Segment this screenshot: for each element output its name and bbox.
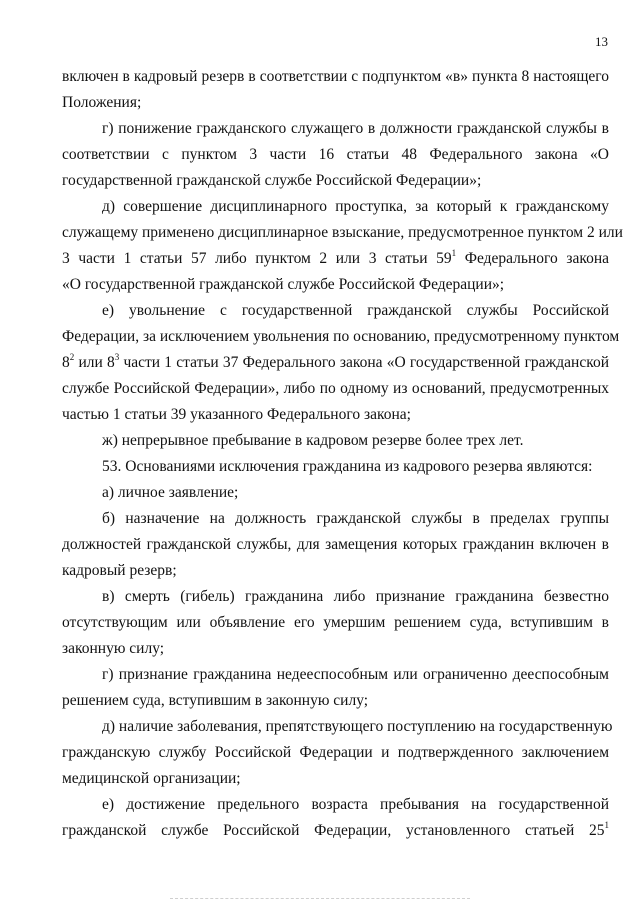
text-line bbox=[62, 354, 609, 372]
text-line: кадровый резерв; bbox=[62, 562, 177, 579]
text-segment: гражданской службе Российской Федерации, установленного статьей 25 bbox=[62, 822, 605, 839]
text-line: Положения; bbox=[62, 94, 142, 111]
superscript: 2 bbox=[69, 352, 75, 362]
text-line: Федерации, за исключением увольнения по основанию, предусмотренному пунктом bbox=[62, 328, 620, 345]
text-line: б) назначение на должность гражданской службы в пределах группы bbox=[102, 510, 609, 527]
text-line: медицинской организации; bbox=[62, 770, 241, 787]
text-line: включен в кадровый резерв в соответствии с подпунктом «в» пункта 8 настоящего bbox=[62, 68, 609, 85]
text-line: «О государственной гражданской службе Российской Федерации»; bbox=[62, 276, 505, 293]
text-line: а) личное заявление; bbox=[102, 484, 239, 501]
text-line: гражданскую службу Российской Федерации и подтвержденного заключением bbox=[62, 744, 609, 761]
text-line: решением суда, вступившим в законную силу; bbox=[62, 692, 369, 709]
text-line: е) увольнение с государственной гражданской службы Российской bbox=[102, 302, 609, 319]
text-line: д) наличие заболевания, препятствующего поступлению на государственную bbox=[102, 718, 613, 735]
text-line bbox=[62, 822, 609, 840]
text-line: в) смерть (гибель) гражданина либо признание гражданина безвестно bbox=[102, 588, 609, 605]
text-segment: или 8 bbox=[74, 354, 115, 371]
text-line: 53. Основаниями исключения гражданина из кадрового резерва являются: bbox=[102, 458, 593, 475]
superscript: 3 bbox=[114, 352, 120, 362]
text-line: законную силу; bbox=[62, 640, 165, 657]
text-line: должностей гражданской службы, для замещения которых гражданин включен в bbox=[62, 536, 609, 553]
scan-edge-artifact bbox=[170, 898, 470, 899]
superscript: 1 bbox=[604, 820, 609, 830]
text-line: е) достижение предельного возраста пребывания на государственной bbox=[102, 796, 609, 813]
text-line: частью 1 статьи 39 указанного Федерального закона; bbox=[62, 406, 411, 423]
text-line: службе Российской Федерации», либо по одному из оснований, предусмотренных bbox=[62, 380, 609, 397]
text-line: служащему применено дисциплинарное взыскание, предусмотренное пунктом 2 или bbox=[62, 224, 623, 241]
text-line: отсутствующим или объявление его умершим решением суда, вступившим в bbox=[62, 614, 609, 631]
text-segment: Федерального закона bbox=[456, 250, 609, 267]
page-number: 13 bbox=[595, 34, 608, 49]
text-line: государственной гражданской службе Российской Федерации»; bbox=[62, 172, 482, 189]
text-segment: 8 bbox=[62, 354, 70, 371]
text-line: д) совершение дисциплинарного проступка, за который к гражданскому bbox=[102, 198, 609, 215]
text-segment: 3 части 1 статьи 57 либо пунктом 2 или 3 статьи 59 bbox=[62, 250, 452, 267]
text-line: соответствии с пунктом 3 части 16 статьи 48 Федерального закона «О bbox=[62, 146, 609, 163]
text-line: г) понижение гражданского служащего в должности гражданской службы в bbox=[102, 120, 609, 137]
text-line: ж) непрерывное пребывание в кадровом резерве более трех лет. bbox=[102, 432, 524, 449]
text-segment: части 1 статьи 37 Федерального закона «О государственной гражданской bbox=[119, 354, 609, 371]
superscript: 1 bbox=[451, 248, 457, 258]
text-line: г) признание гражданина недееспособным или ограниченно дееспособным bbox=[102, 666, 609, 683]
text-line bbox=[62, 250, 609, 268]
